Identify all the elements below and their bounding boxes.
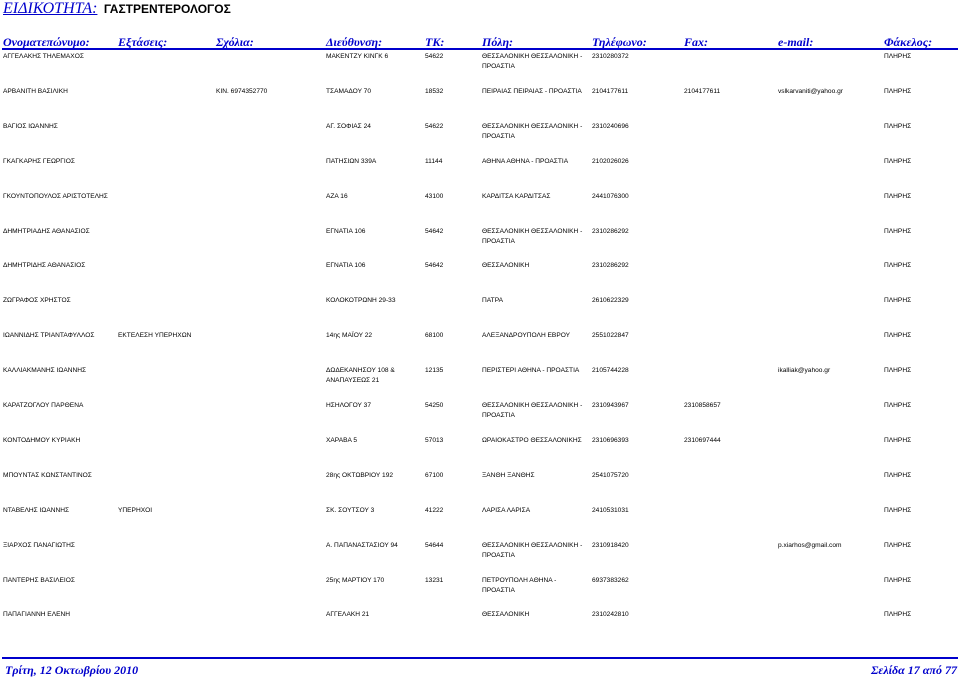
cell-city: ΘΕΣΣΑΛΟΝΙΚΗ xyxy=(482,262,530,270)
cell-address: ΧΑΡΑΒΑ 5 xyxy=(326,436,358,444)
cell-tk: 12135 xyxy=(425,367,444,375)
header-rule xyxy=(2,48,958,50)
cell-folder: ΠΛΗΡΗΣ xyxy=(884,53,912,60)
cell-name: ΑΓΓΕΛΑΚΗΣ ΤΗΛΕΜΑΧΟΣ xyxy=(3,53,84,60)
table-row xyxy=(0,366,960,400)
table-row xyxy=(0,471,960,505)
cell-tk: 68100 xyxy=(425,332,444,340)
cell-address: ΔΩΔΕΚΑΝΗΣΟΥ 108 & ΑΝΑΠΑΥΣΕΩΣ 21 xyxy=(326,367,395,385)
cell-tk: 54642 xyxy=(425,227,444,235)
cell-folder: ΠΛΗΡΗΣ xyxy=(884,541,912,549)
table-row xyxy=(0,227,960,261)
cell-phone: 2310280372 xyxy=(592,53,629,60)
cell-name: ΖΩΓΡΑΦΟΣ ΧΡΗΣΤΟΣ xyxy=(3,297,71,305)
cell-tk: 41222 xyxy=(425,506,444,514)
cell-address: ΕΓΝΑΤΙΑ 106 xyxy=(326,227,366,235)
table-row xyxy=(0,541,960,575)
footer-rule xyxy=(2,657,958,659)
col-header-tk: ΤΚ: xyxy=(425,35,445,49)
table-row xyxy=(0,401,960,435)
cell-tk: 11144 xyxy=(425,157,443,165)
cell-address: ΜΑΚΕΝΤΖΥ ΚΙΝΓΚ 6 xyxy=(326,53,389,60)
cell-address: 14ης ΜΑΪΟΥ 22 xyxy=(326,332,373,340)
cell-phone: 2102026026 xyxy=(592,157,629,165)
cell-city: ΑΛΕΞΑΝΔΡΟΥΠΟΛΗ ΕΒΡΟΥ xyxy=(482,332,571,340)
footer-page-number: Σελίδα 17 από 77 xyxy=(871,663,957,677)
cell-name: ΒΑΓΙΟΣ ΙΩΑΝΝΗΣ xyxy=(3,122,58,130)
cell-phone: 2104177611 xyxy=(592,87,629,95)
cell-name: ΚΑΛΛΙΑΚΜΑΝΗΣ ΙΩΑΝΝΗΣ xyxy=(3,367,87,375)
cell-city: ΑΘΗΝΑ ΑΘΗΝΑ - ΠΡΟΑΣΤΙΑ xyxy=(482,157,569,165)
cell-tk: 13231 xyxy=(425,576,444,584)
cell-name: ΔΗΜΗΤΡΙΔΗΣ ΑΘΑΝΑΣΙΟΣ xyxy=(3,262,86,270)
cell-address: ΑΓΓΕΛΑΚΗ 21 xyxy=(326,611,370,619)
table-row xyxy=(0,331,960,365)
cell-phone: 2441076300 xyxy=(592,192,629,200)
cell-tk: 54642 xyxy=(425,262,444,270)
cell-phone: 2310696393 xyxy=(592,436,629,444)
col-header-specialties: Εξτάσεις: xyxy=(118,35,168,49)
cell-phone: 2310286292 xyxy=(592,227,629,235)
cell-comments: ΚΙΝ. 6974352770 xyxy=(216,87,268,95)
cell-name: ΚΟΝΤΟΔΗΜΟΥ ΚΥΡΙΑΚΗ xyxy=(3,436,81,444)
cell-tk: 57013 xyxy=(425,436,444,444)
cell-folder: ΠΛΗΡΗΣ xyxy=(884,367,912,375)
cell-city: ΚΑΡΔΙΤΣΑ ΚΑΡΔΙΤΣΑΣ xyxy=(482,192,551,200)
cell-city: ΘΕΣΣΑΛΟΝΙΚΗ ΘΕΣΣΑΛΟΝΙΚΗ - ΠΡΟΑΣΤΙΑ xyxy=(482,53,583,70)
cell-phone: 2105744228 xyxy=(592,367,629,375)
cell-folder: ΠΛΗΡΗΣ xyxy=(884,87,912,95)
cell-phone: 2551022847 xyxy=(592,332,629,340)
col-header-address: Διεύθυνση: xyxy=(326,35,383,49)
cell-fax: 2310697444 xyxy=(684,436,721,444)
cell-name: ΔΗΜΗΤΡΙΑΔΗΣ ΑΘΑΝΑΣΙΟΣ xyxy=(3,227,90,235)
cell-city: ΛΑΡΙΣΑ ΛΑΡΙΣΑ xyxy=(482,506,531,514)
col-header-phone: Τηλέφωνο: xyxy=(592,35,647,49)
cell-folder: ΠΛΗΡΗΣ xyxy=(884,436,912,444)
cell-name: ΙΩΑΝΝΙΔΗΣ ΤΡΙΑΝΤΑΦΥΛΛΟΣ xyxy=(3,332,95,340)
cell-email: ikalliak@yahoo.gr xyxy=(778,367,831,375)
cell-folder: ΠΛΗΡΗΣ xyxy=(884,297,912,305)
specialty-value: ΓΑΣΤΡΕΝΤΕΡΟΛΟΓΟΣ xyxy=(103,2,231,16)
table-row xyxy=(0,576,960,610)
cell-name: ΞΙΑΡΧΟΣ ΠΑΝΑΓΙΩΤΗΣ xyxy=(3,541,75,549)
cell-phone: 2310242810 xyxy=(592,611,629,619)
col-header-name: Ονοματεπώνυμο: xyxy=(3,35,90,49)
cell-folder: ΠΛΗΡΗΣ xyxy=(884,157,912,165)
cell-address: 25ης ΜΑΡΤΙΟΥ 170 xyxy=(326,576,385,584)
cell-phone: 2541075720 xyxy=(592,471,629,479)
cell-folder: ΠΛΗΡΗΣ xyxy=(884,122,912,130)
cell-city: ΠΑΤΡΑ xyxy=(482,297,504,305)
col-header-fax: Fax: xyxy=(684,35,708,49)
cell-folder: ΠΛΗΡΗΣ xyxy=(884,506,912,514)
cell-name: ΓΚΑΓΚΑΡΗΣ ΓΕΩΡΓΙΟΣ xyxy=(3,157,75,165)
cell-address: ΚΟΛΟΚΟΤΡΩΝΗ 29-33 xyxy=(326,297,396,305)
cell-city: ΘΕΣΣΑΛΟΝΙΚΗ ΘΕΣΣΑΛΟΝΙΚΗ - ΠΡΟΑΣΤΙΑ xyxy=(482,402,583,419)
footer-date: Τρίτη, 12 Οκτωβρίου 2010 xyxy=(5,663,139,677)
cell-tk: 54644 xyxy=(425,541,444,549)
cell-folder: ΠΛΗΡΗΣ xyxy=(884,227,912,235)
cell-tk: 43100 xyxy=(425,192,444,200)
col-header-comments: Σχόλια: xyxy=(216,35,254,49)
cell-tk: 54622 xyxy=(425,53,444,60)
cell-address: Α. ΠΑΠΑΝΑΣΤΑΣΙΟΥ 94 xyxy=(326,541,398,549)
cell-fax: 2104177611 xyxy=(684,87,721,95)
cell-folder: ΠΛΗΡΗΣ xyxy=(884,471,912,479)
cell-fax: 2310858657 xyxy=(684,402,721,409)
col-header-email: e-mail: xyxy=(778,35,814,49)
cell-city: ΞΑΝΘΗ ΞΑΝΘΗΣ xyxy=(482,471,535,479)
cell-specialties: ΕΚΤΕΛΕΣΗ ΥΠΕΡΗΧΩΝ xyxy=(118,332,192,340)
cell-tk: 67100 xyxy=(425,471,444,479)
cell-folder: ΠΛΗΡΗΣ xyxy=(884,332,912,340)
cell-name: ΝΤΑΒΕΛΗΣ ΙΩΑΝΝΗΣ xyxy=(3,506,70,514)
cell-address: ΠΑΤΗΣΙΩΝ 339Α xyxy=(326,157,377,165)
table-row xyxy=(0,506,960,540)
cell-phone: 2610622329 xyxy=(592,297,629,305)
cell-name: ΠΑΝΤΕΡΗΣ ΒΑΣΙΛΕΙΟΣ xyxy=(3,576,75,584)
cell-email: p.xiarhos@gmail.com xyxy=(778,541,842,549)
cell-folder: ΠΛΗΡΗΣ xyxy=(884,611,912,619)
cell-city: ΠΕΙΡΑΙΑΣ ΠΕΙΡΑΙΑΣ - ΠΡΟΑΣΤΙΑ xyxy=(482,87,582,95)
cell-name: ΜΠΟΥΝΤΑΣ ΚΩΝΣΤΑΝΤΙΝΟΣ xyxy=(3,471,92,479)
cell-city: ΠΕΡΙΣΤΕΡΙ ΑΘΗΝΑ - ΠΡΟΑΣΤΙΑ xyxy=(482,367,580,375)
cell-address: ΑΓ. ΣΟΦΙΑΣ 24 xyxy=(326,122,371,130)
cell-phone: 2310286292 xyxy=(592,262,629,270)
col-header-folder: Φάκελος: xyxy=(884,35,933,49)
table-row xyxy=(0,261,960,295)
table-row xyxy=(0,122,960,156)
cell-phone: 2310943967 xyxy=(592,402,629,409)
cell-folder: ΠΛΗΡΗΣ xyxy=(884,576,912,584)
cell-name: ΚΑΡΑΤΖΟΓΛΟΥ ΠΑΡΘΕΝΑ xyxy=(3,402,84,409)
cell-address: 28ης ΟΚΤΩΒΡΙΟΥ 192 xyxy=(326,471,394,479)
table-row xyxy=(0,157,960,191)
cell-address: ΗΣΗΛΟΓΟΥ 37 xyxy=(326,402,371,409)
cell-address: ΕΓΝΑΤΙΑ 106 xyxy=(326,262,366,270)
cell-specialties: ΥΠΕΡΗΧΟΙ xyxy=(118,506,153,514)
table-row xyxy=(0,192,960,226)
cell-folder: ΠΛΗΡΗΣ xyxy=(884,402,912,409)
cell-city: ΘΕΣΣΑΛΟΝΙΚΗ ΘΕΣΣΑΛΟΝΙΚΗ - ΠΡΟΑΣΤΙΑ xyxy=(482,227,583,245)
table-row xyxy=(0,87,960,121)
cell-address: ΣΚ. ΣΟΥΤΣΟΥ 3 xyxy=(326,506,375,514)
cell-tk: 54622 xyxy=(425,122,444,130)
cell-tk: 18532 xyxy=(425,87,444,95)
cell-name: ΠΑΠΑΓΙΑΝΝΗ ΕΛΕΝΗ xyxy=(3,611,71,619)
cell-city: ΘΕΣΣΑΛΟΝΙΚΗ ΘΕΣΣΑΛΟΝΙΚΗ - ΠΡΟΑΣΤΙΑ xyxy=(482,122,583,140)
cell-folder: ΠΛΗΡΗΣ xyxy=(884,192,912,200)
cell-address: ΑΖΑ 16 xyxy=(326,192,348,200)
cell-city: ΘΕΣΣΑΛΟΝΙΚΗ ΘΕΣΣΑΛΟΝΙΚΗ - ΠΡΟΑΣΤΙΑ xyxy=(482,541,583,559)
table-row xyxy=(0,296,960,330)
cell-phone: 2410531031 xyxy=(592,506,629,514)
cell-tk: 54250 xyxy=(425,402,444,409)
specialty-header xyxy=(3,0,231,18)
cell-name: ΑΡΒΑΝΙΤΗ ΒΑΣΙΛΙΚΗ xyxy=(3,87,68,95)
table-row xyxy=(0,436,960,470)
cell-city: ΠΕΤΡΟΥΠΟΛΗ ΑΘΗΝΑ - ΠΡΟΑΣΤΙΑ xyxy=(482,576,557,594)
cell-city: ΘΕΣΣΑΛΟΝΙΚΗ xyxy=(482,611,530,619)
cell-address: ΤΣΑΜΑΔΟΥ 70 xyxy=(326,87,372,95)
specialty-label: ΕΙΔΙΚΟΤΗΤΑ: xyxy=(3,0,98,17)
cell-phone: 2310240696 xyxy=(592,122,629,130)
cell-phone: 2310918420 xyxy=(592,541,629,549)
table-row xyxy=(0,610,960,644)
cell-city: ΩΡΑΙΟΚΑΣΤΡΟ ΘΕΣΣΑΛΟΝΙΚΗΣ xyxy=(482,436,582,444)
cell-name: ΓΚΟΥΝΤΟΠΟΥΛΟΣ ΑΡΙΣΤΟΤΕΛΗΣ xyxy=(3,192,108,200)
cell-email: vslkarvaniti@yahoo.gr xyxy=(778,87,843,95)
table-row xyxy=(0,52,960,86)
col-header-city: Πόλη: xyxy=(482,35,514,49)
cell-phone: 6937383262 xyxy=(592,576,629,584)
cell-folder: ΠΛΗΡΗΣ xyxy=(884,262,912,270)
